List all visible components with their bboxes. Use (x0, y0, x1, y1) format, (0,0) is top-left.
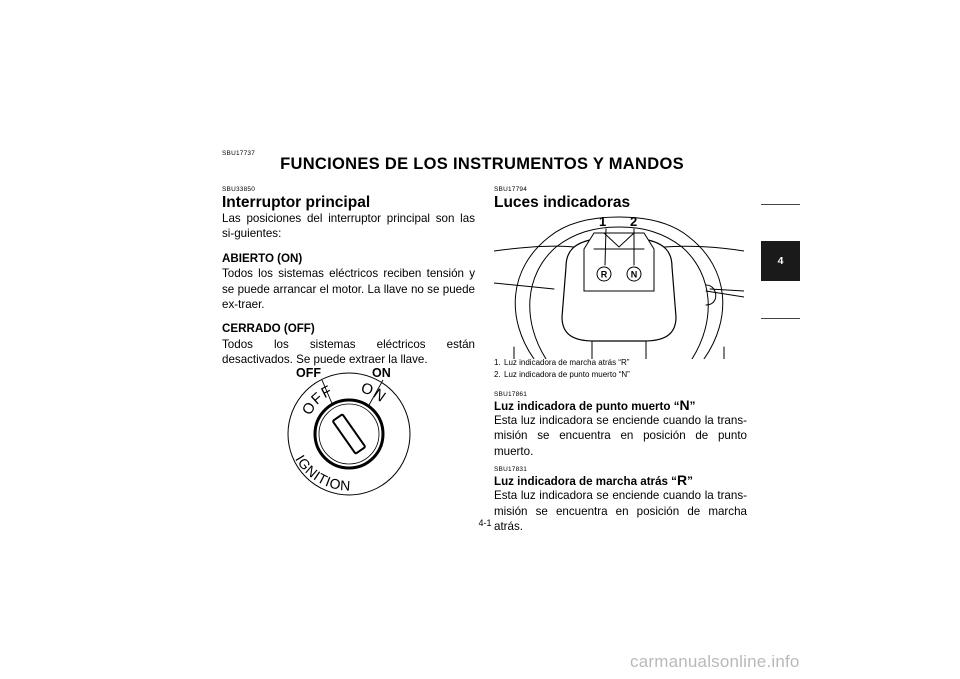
chapter-tab: 4 (761, 241, 800, 281)
page-number: 4-1 (478, 518, 492, 528)
handlebar-right (664, 246, 744, 251)
section-code: SBU17794 (494, 186, 528, 193)
indicator-lights-illustration (494, 209, 744, 359)
arc-ignition-text: IGNITION (292, 451, 352, 494)
section-code: SBU17831 (494, 466, 528, 474)
handlebar-left-lower (494, 283, 554, 289)
neutral-text: Esta luz indicadora se enciende cuando la trans-misión se encuentra en posición de punto muerto. (494, 414, 747, 458)
off-position-label: CERRADO (OFF) (222, 322, 315, 336)
callout-2-label: 2 (630, 214, 638, 229)
caption-item: 2. Luz indicadora de punto muerto “N” (494, 369, 630, 379)
on-position-text: Todos los sistemas eléctricos reciben tensión y se puede arrancar el motor. La llave no se puede ex-traer. (222, 267, 475, 312)
chapter-tab-rule-bottom (761, 318, 800, 319)
reverse-lamp-letter: R (600, 269, 608, 280)
handlebar-right-lower (706, 291, 744, 297)
reverse-heading: Luz indicadora de marcha atrás “R” (494, 472, 693, 489)
off-callout-label: OFF (296, 366, 321, 380)
section-code: SBU17861 (494, 391, 528, 398)
handlebar-left (494, 246, 574, 251)
neutral-lamp-letter: N (630, 269, 638, 280)
reverse-symbol: R (676, 472, 688, 489)
off-position-text: Todos los sistemas eléctricos están desactivados. Se puede extraer la llave. (222, 337, 475, 367)
ignition-switch-illustration (284, 362, 414, 502)
arc-off-text: OFF (298, 382, 336, 419)
page-title: FUNCIONES DE LOS INSTRUMENTOS Y MANDOS (280, 155, 684, 173)
callout-1-label: 1 (599, 214, 607, 229)
watermark: carmanualsonline.info (630, 652, 800, 671)
section-code: SBU17737 (222, 150, 256, 157)
on-callout-label: ON (372, 366, 391, 380)
neutral-symbol: N (679, 397, 690, 413)
arc-on-text: ON (358, 379, 390, 407)
indicator-panel (584, 233, 654, 291)
section-heading: Interruptor principal (222, 194, 371, 211)
caption-item: 1. Luz indicadora de marcha atrás “R” (494, 358, 630, 367)
on-position-label: ABIERTO (ON) (222, 251, 303, 265)
section-heading: Luces indicadoras (494, 194, 631, 211)
neutral-heading: Luz indicadora de punto muerto “N” (494, 397, 696, 413)
section-code: SBU33850 (222, 186, 256, 193)
reverse-text: Esta luz indicadora se enciende cuando la trans-misión se encuentra en posición de marcha atrás. (494, 489, 747, 534)
left-column (222, 186, 475, 368)
intro-text: Las posiciones del interruptor principal son las si-guientes: (222, 212, 475, 241)
chapter-tab-rule-top (761, 204, 800, 205)
